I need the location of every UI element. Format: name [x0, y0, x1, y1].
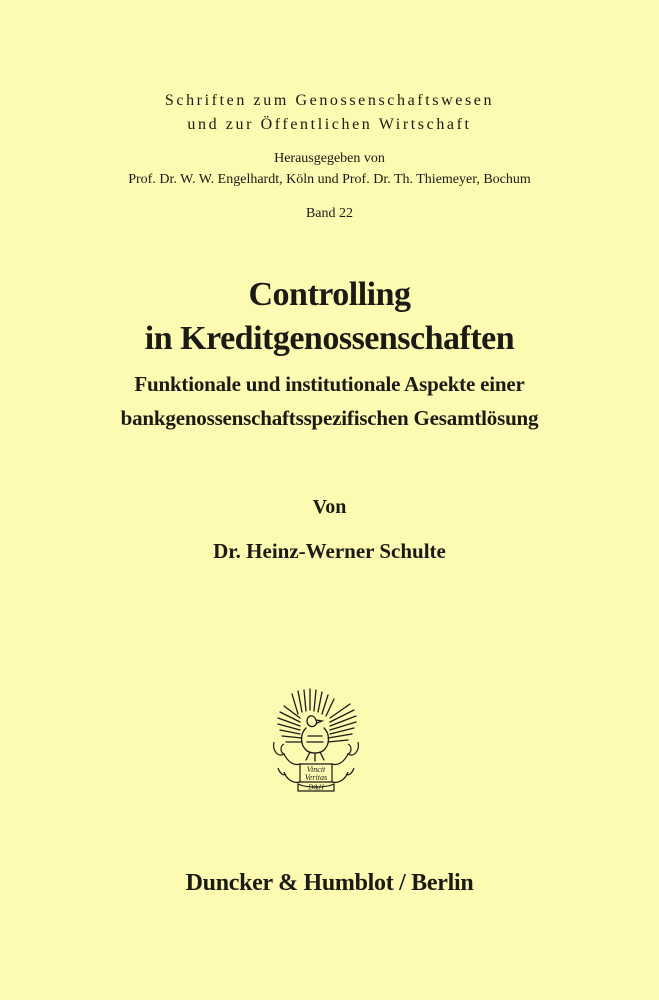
- editors-intro: Herausgegeben von: [274, 151, 385, 166]
- book-title-line-1: Controlling: [248, 276, 411, 313]
- eagle-publisher-emblem-icon: [270, 688, 362, 792]
- book-title-line-2: in Kreditgenossenschaften: [144, 320, 515, 357]
- author-by: Von: [312, 496, 347, 518]
- series-title-line-2: und zur Öffentlichen Wirtschaft: [187, 116, 472, 133]
- subtitle-line-1: Funktionale und institutionale Aspekte einer: [134, 372, 525, 396]
- author-name: Dr. Heinz-Werner Schulte: [213, 539, 446, 563]
- subtitle-line-2: bankgenossenschaftsspezifischen Gesamtlösung: [120, 406, 539, 430]
- editors: Prof. Dr. W. W. Engelhardt, Köln und Prof. Dr. Th. Thiemeyer, Bochum: [128, 172, 531, 187]
- publisher-imprint: Duncker & Humblot / Berlin: [185, 870, 474, 896]
- volume-number: Band 22: [305, 206, 354, 221]
- logo-motto-line-1: Vincit: [306, 765, 326, 774]
- logo-monogram: D&H: [308, 783, 324, 792]
- series-title-line-1: Schriften zum Genossenschaftswesen: [164, 92, 495, 109]
- logo-motto-line-2: Veritas: [304, 773, 328, 782]
